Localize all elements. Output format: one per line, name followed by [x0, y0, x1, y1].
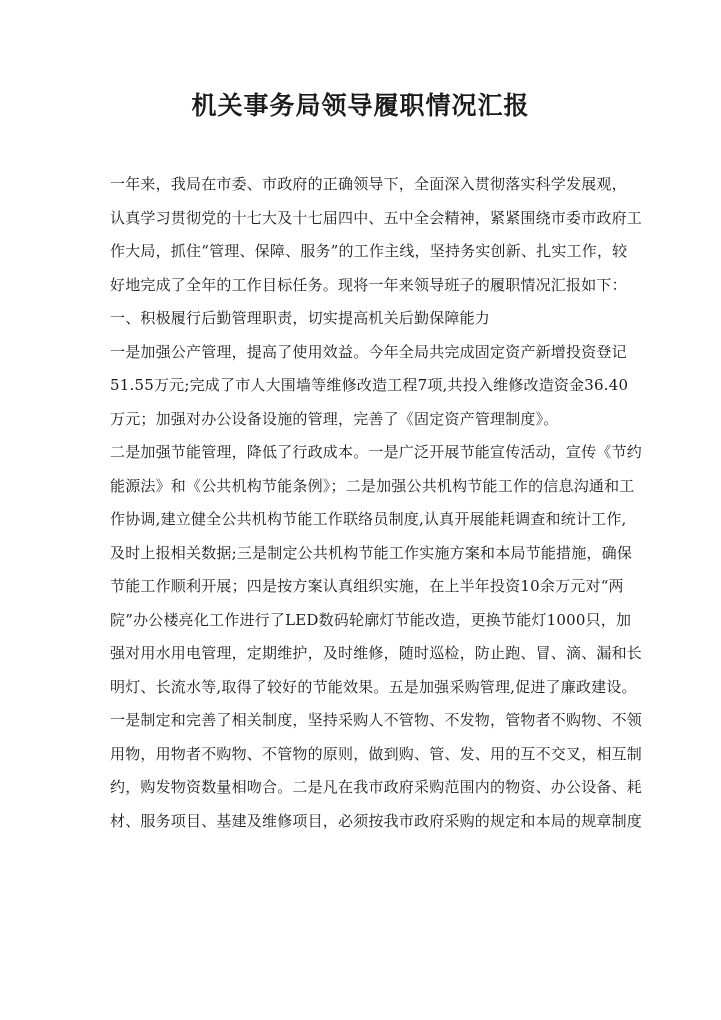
- body-line: 节能工作顺利开展；四是按方案认真组织实施，在上半年投资10余万元对“两: [110, 577, 624, 595]
- document-title: 机关事务局领导履职情况汇报: [191, 91, 530, 120]
- section-heading: 一、积极履行后勤管理职责，切实提高机关后勤保障能力: [110, 309, 491, 327]
- body-line: 明灯、长流水等,取得了较好的节能效果。五是加强采购管理,促进了廉政建设。: [110, 677, 637, 696]
- body-line: 材、服务项目、基建及维修项目，必须按我市政府采购的规定和本局的规章制度: [110, 811, 643, 830]
- body-line: 作协调,建立健全公共机构节能工作联络员制度,认真开展能耗调查和统计工作,: [110, 510, 627, 528]
- body-line: 好地完成了全年的工作目标任务。现将一年来领导班子的履职情况汇报如下：: [110, 275, 627, 294]
- body-line: 院”办公楼亮化工作进行了LED数码轮廓灯节能改造，更换节能灯1000只，加: [110, 610, 632, 629]
- body-line: 及时上报相关数据;三是制定公共机构节能工作实施方案和本局节能措施，确保: [110, 543, 633, 562]
- body-line: 一年来，我局在市委、市政府的正确领导下，全面深入贯彻落实科学发展观，: [110, 175, 627, 193]
- body-line: 认真学习贯彻党的十七大及十七届四中、五中全会精神，紧紧围绕市委市政府工: [110, 208, 643, 227]
- body-line: 约，购发物资数量相吻合。二是凡在我市政府采购范围内的物资、办公设备、耗: [110, 778, 643, 796]
- body-line: 能源法》和《公共机构节能条例》；二是加强公共机构节能工作的信息沟通和工: [110, 476, 635, 495]
- body-line: 用物，用物者不购物、不管物的原则，做到购、管、发、用的互不交叉，相互制: [110, 744, 643, 763]
- body-line: 51.55万元;完成了市人大围墙等维修改造工程7项,共投入维修改造资金36.40: [110, 376, 629, 394]
- body-line: 万元；加强对办公设备设施的管理，完善了《固定资产管理制度》。: [110, 409, 559, 428]
- body-line: 强对用水用电管理，定期维护，及时维修，随时巡检，防止跑、冒、滴、漏和长: [110, 644, 643, 662]
- body-line: 一是制定和完善了相关制度，坚持采购人不管物、不发物，管物者不购物、不领: [110, 711, 643, 729]
- body-line: 作大局，抓住“管理、保障、服务”的工作主线，坚持务实创新、扎实工作，较: [110, 242, 628, 260]
- body-line: 二是加强节能管理，降低了行政成本。一是广泛开展节能宣传活动，宣传《节约: [110, 443, 643, 461]
- document-body: [110, 168, 643, 838]
- body-line: 一是加强公产管理，提高了使用效益。今年全局共完成固定资产新增投资登记: [110, 342, 627, 361]
